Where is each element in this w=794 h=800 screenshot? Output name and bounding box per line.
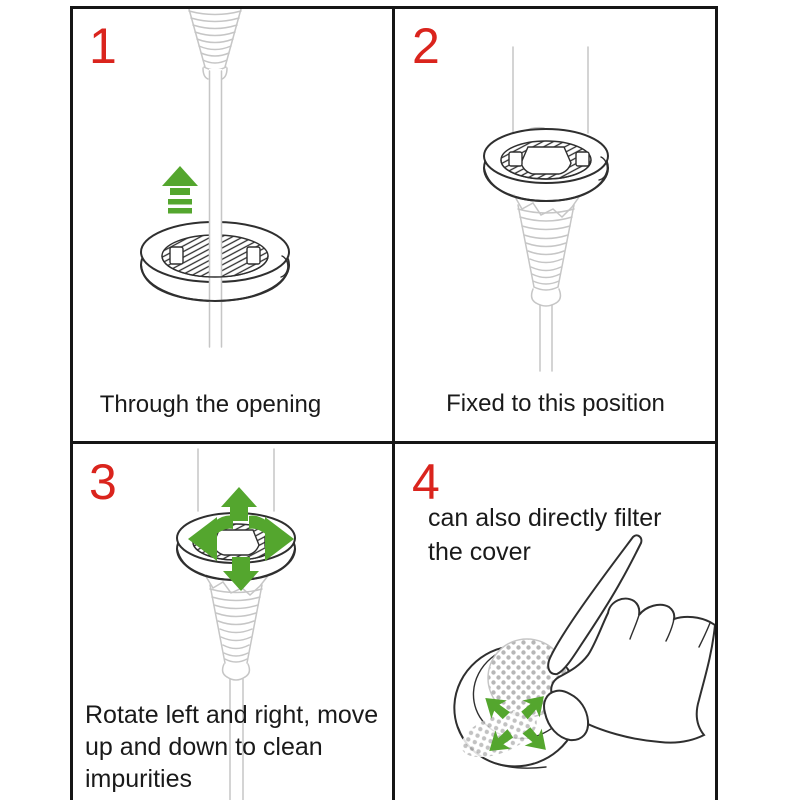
step4-caption-line1: can also directly filter	[428, 504, 662, 532]
step3-caption-line1: Rotate left and right, move	[85, 701, 379, 729]
step3-caption-line2: up and down to clean	[85, 733, 323, 761]
hose-cone	[189, 9, 241, 79]
step4-number: 4	[412, 454, 440, 510]
step2-diagram	[396, 9, 715, 439]
step2-panel	[396, 9, 715, 439]
step1-panel	[73, 9, 392, 439]
step1-number: 1	[89, 18, 117, 74]
step2-caption: Fixed to this position	[446, 390, 665, 417]
step4-caption-line2: the cover	[428, 538, 531, 566]
horizontal-divider	[70, 441, 718, 444]
hose-tube	[209, 69, 222, 347]
step4-caption	[428, 501, 661, 569]
step4-panel	[396, 445, 715, 800]
step2-number: 2	[412, 18, 440, 74]
step1-caption: Through the opening	[99, 391, 322, 418]
step3-caption	[85, 699, 378, 795]
step3-caption-line3: impurities	[85, 765, 192, 793]
step3-panel	[73, 445, 392, 800]
move-up-arrow-icon	[162, 166, 198, 214]
step3-number: 3	[89, 454, 117, 510]
step4-diagram	[396, 445, 715, 800]
hose-cone	[518, 205, 574, 371]
vertical-divider	[392, 6, 395, 800]
step1-diagram	[73, 9, 392, 439]
hose-tube	[509, 47, 592, 141]
